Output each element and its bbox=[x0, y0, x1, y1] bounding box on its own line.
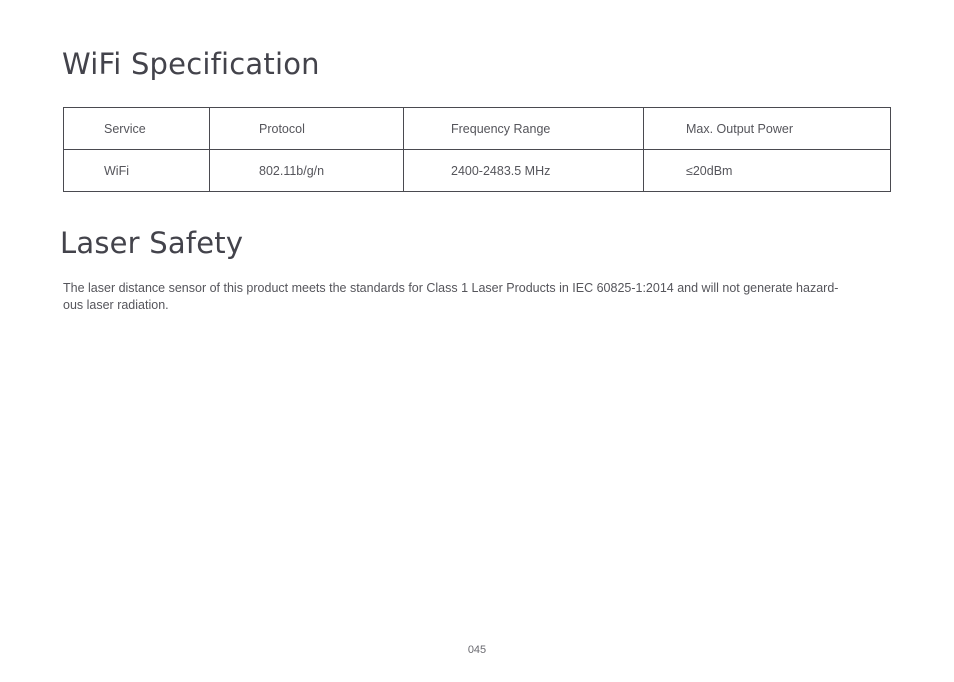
laser-safety-heading: Laser Safety bbox=[60, 226, 244, 260]
page-number: 045 bbox=[467, 644, 487, 656]
header-max-output-power: Max. Output Power bbox=[644, 108, 891, 150]
laser-safety-line-1: The laser distance sensor of this product meets the standards for Class 1 Laser Products in IEC 60825-1:2014 and will not generate hazard- bbox=[63, 281, 839, 295]
table-header-row bbox=[64, 108, 891, 150]
laser-safety-line-2: ous laser radiation. bbox=[63, 298, 169, 312]
cell-protocol: 802.11b/g/n bbox=[210, 150, 404, 192]
cell-frequency-range: 2400-2483.5 MHz bbox=[404, 150, 644, 192]
header-protocol: Protocol bbox=[210, 108, 404, 150]
laser-safety-paragraph bbox=[63, 280, 883, 314]
cell-max-output-power: ≤20dBm bbox=[644, 150, 891, 192]
table-row bbox=[64, 150, 891, 192]
wifi-specification-heading: WiFi Specification bbox=[62, 47, 320, 81]
wifi-spec-table bbox=[63, 107, 891, 192]
cell-service: WiFi bbox=[64, 150, 210, 192]
header-frequency-range: Frequency Range bbox=[404, 108, 644, 150]
header-service: Service bbox=[64, 108, 210, 150]
